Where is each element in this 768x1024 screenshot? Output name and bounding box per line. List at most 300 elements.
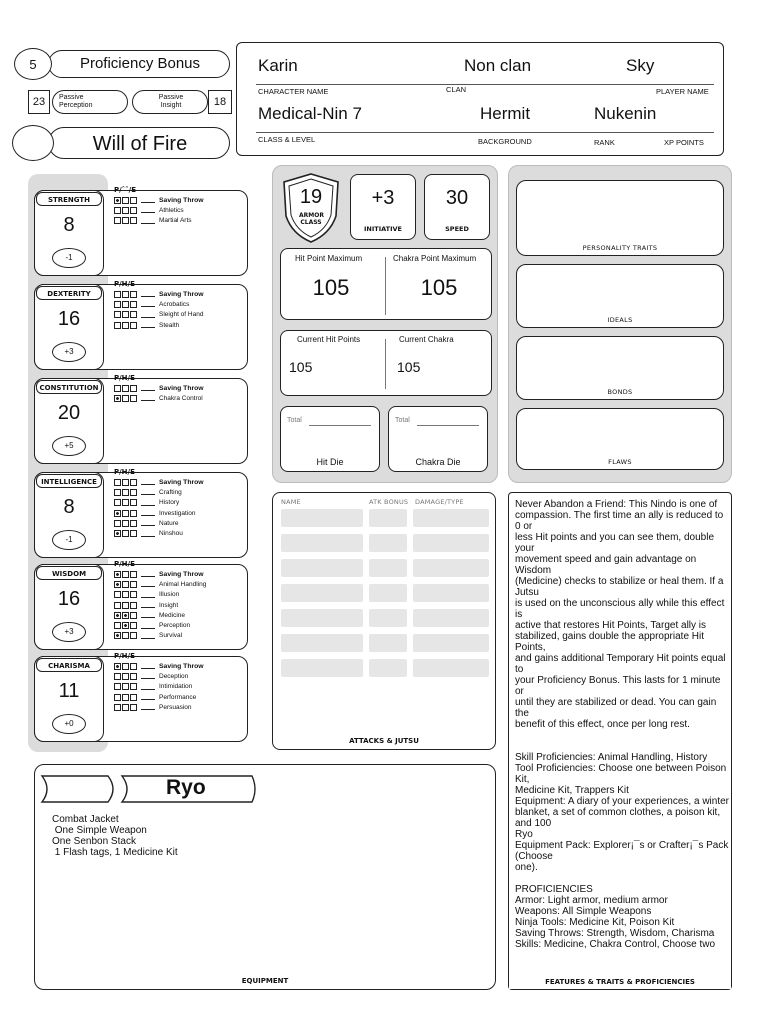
proficiency-checkboxes <box>114 489 137 496</box>
attack-name-field[interactable] <box>281 584 363 602</box>
ability-intelligence <box>34 468 248 558</box>
proficiency-checkbox[interactable] <box>122 612 129 619</box>
skill-row <box>114 195 244 205</box>
proficiency-checkboxes <box>114 197 137 204</box>
proficiency-checkbox[interactable] <box>114 197 121 204</box>
clan-label: CLAN <box>446 85 467 94</box>
skill-label: Medicine <box>159 611 186 619</box>
proficiency-checkboxes <box>114 622 137 629</box>
speed-value: 30 <box>445 187 469 209</box>
proficiency-header: P/H/E <box>114 652 135 660</box>
ideals-box[interactable] <box>516 264 724 328</box>
ability-name: STRENGTH <box>36 192 102 206</box>
skill-bonus-field[interactable] <box>141 623 155 629</box>
header-line-2 <box>256 132 714 133</box>
background-value[interactable]: Hermit <box>480 104 531 123</box>
proficiency-checkboxes <box>114 499 137 506</box>
proficiency-checkbox[interactable] <box>122 673 129 680</box>
proficiency-checkbox[interactable] <box>130 385 137 392</box>
proficiency-bonus-number: 5 <box>29 56 37 72</box>
proficiency-checkbox[interactable] <box>114 663 121 670</box>
proficiency-checkbox[interactable] <box>122 520 129 527</box>
proficiency-checkbox[interactable] <box>130 602 137 609</box>
proficiency-checkboxes <box>114 520 137 527</box>
chakra-current-value[interactable]: 105 <box>397 359 421 375</box>
skill-bonus-field[interactable] <box>141 301 155 307</box>
proficiency-checkbox[interactable] <box>130 217 137 224</box>
armor-class-label: ARMOR CLASS <box>299 212 324 226</box>
personality-traits-box[interactable] <box>516 180 724 256</box>
initiative-value: +3 <box>371 187 395 209</box>
hit-die-total-label: Total <box>287 417 302 424</box>
proficiency-checkbox[interactable] <box>122 663 129 670</box>
skill-label: Ninshou <box>159 530 183 538</box>
flaws-label: FLAWS <box>608 458 632 466</box>
proficiency-checkbox[interactable] <box>114 510 121 517</box>
proficiency-checkbox[interactable] <box>114 602 121 609</box>
attack-name-field[interactable] <box>281 534 363 552</box>
passive-insight-box <box>132 90 208 114</box>
proficiency-bonus-value[interactable] <box>14 48 52 80</box>
skill-row <box>114 320 244 330</box>
skill-label: Crafting <box>159 488 182 496</box>
skill-bonus-field[interactable] <box>141 510 155 516</box>
passive-perception-value[interactable] <box>28 90 50 114</box>
proficiency-checkbox[interactable] <box>114 395 121 402</box>
hp-current-value[interactable]: 105 <box>289 359 313 375</box>
will-of-fire-value[interactable] <box>12 125 54 161</box>
class-level-value[interactable]: Medical-Nin 7 <box>258 104 362 123</box>
features-footer-label: FEATURES & TRAITS & PROFICIENCIES <box>545 978 695 986</box>
proficiency-checkbox[interactable] <box>130 322 137 329</box>
attack-bonus-field[interactable] <box>369 634 407 652</box>
proficiency-checkbox[interactable] <box>122 530 129 537</box>
current-points-divider <box>385 339 386 389</box>
attack-name-field[interactable] <box>281 634 363 652</box>
proficiency-checkbox[interactable] <box>114 291 121 298</box>
skill-bonus-field[interactable] <box>141 592 155 598</box>
proficiency-checkboxes <box>114 704 137 711</box>
proficiency-checkbox[interactable] <box>122 694 129 701</box>
skill-label: Acrobatics <box>159 300 190 308</box>
skill-bonus-field[interactable] <box>141 479 155 485</box>
proficiency-checkbox[interactable] <box>114 217 121 224</box>
skill-label: Saving Throw <box>159 384 204 392</box>
proficiency-checkbox[interactable] <box>130 591 137 598</box>
proficiency-checkbox[interactable] <box>130 612 137 619</box>
skill-row <box>114 205 244 215</box>
proficiency-checkbox[interactable] <box>130 311 137 318</box>
proficiency-checkbox[interactable] <box>114 571 121 578</box>
proficiency-checkbox[interactable] <box>122 479 129 486</box>
proficiency-checkbox[interactable] <box>114 632 121 639</box>
proficiency-checkbox[interactable] <box>130 622 137 629</box>
clan-value[interactable]: Non clan <box>464 56 532 75</box>
skill-row <box>114 682 244 692</box>
skill-bonus-field[interactable] <box>141 612 155 618</box>
hit-die-label: Hit Die <box>316 457 344 467</box>
bonds-label: BONDS <box>607 388 633 396</box>
attack-damage-field[interactable] <box>413 584 489 602</box>
skill-bonus-field[interactable] <box>141 218 155 224</box>
proficiency-checkbox[interactable] <box>122 704 129 711</box>
proficiency-checkbox[interactable] <box>130 663 137 670</box>
proficiency-checkbox[interactable] <box>114 581 121 588</box>
proficiency-checkbox[interactable] <box>130 479 137 486</box>
ability-dexterity <box>34 280 248 370</box>
flaws-box[interactable] <box>516 408 724 470</box>
proficiency-checkbox[interactable] <box>122 301 129 308</box>
skill-row <box>114 310 244 320</box>
proficiency-checkbox[interactable] <box>130 530 137 537</box>
attack-damage-field[interactable] <box>413 659 489 677</box>
skill-bonus-field[interactable] <box>141 633 155 639</box>
skill-row <box>114 477 244 487</box>
attack-bonus-field[interactable] <box>369 559 407 577</box>
proficiency-checkbox[interactable] <box>122 217 129 224</box>
proficiency-checkbox[interactable] <box>130 571 137 578</box>
skill-bonus-field[interactable] <box>141 312 155 318</box>
skill-list <box>114 560 244 641</box>
proficiency-checkboxes <box>114 602 137 609</box>
proficiency-checkbox[interactable] <box>122 311 129 318</box>
proficiency-checkboxes <box>114 581 137 588</box>
ability-modifier[interactable]: +3 <box>52 342 86 362</box>
header-line-1 <box>256 84 714 85</box>
character-name-value[interactable]: Karin <box>258 56 298 75</box>
xp-points-label: XP POINTS <box>664 138 704 147</box>
armor-class-value: 19 <box>299 186 323 208</box>
proficiency-checkbox[interactable] <box>122 385 129 392</box>
ability-name: CHARISMA <box>36 658 102 672</box>
skill-row <box>114 498 244 508</box>
attack-damage-field[interactable] <box>413 559 489 577</box>
speed-box[interactable] <box>424 174 490 240</box>
skill-label: Survival <box>159 632 183 640</box>
hp-max-value[interactable]: 105 <box>312 275 350 300</box>
proficiency-checkbox[interactable] <box>122 591 129 598</box>
skill-label: Nature <box>159 519 179 527</box>
attacks-footer-label: ATTACKS & JUTSU <box>349 737 419 745</box>
proficiency-checkbox[interactable] <box>130 499 137 506</box>
proficiency-checkbox[interactable] <box>122 510 129 517</box>
proficiency-checkboxes <box>114 663 137 670</box>
attack-name-field[interactable] <box>281 609 363 627</box>
ability-score[interactable]: 8 <box>63 214 75 236</box>
background-label: BACKGROUND <box>478 137 532 146</box>
attack-bonus-header: ATK BONUS <box>369 498 409 506</box>
skill-row <box>114 569 244 579</box>
skill-bonus-field[interactable] <box>141 673 155 679</box>
proficiency-checkbox[interactable] <box>122 622 129 629</box>
proficiency-checkbox[interactable] <box>122 207 129 214</box>
skill-bonus-field[interactable] <box>141 663 155 669</box>
ryo-label: Ryo <box>166 776 206 799</box>
skill-list <box>114 468 244 539</box>
proficiency-checkbox[interactable] <box>114 520 121 527</box>
skill-row <box>114 579 244 589</box>
skill-row <box>114 289 244 299</box>
proficiency-checkbox[interactable] <box>122 499 129 506</box>
attack-damage-field[interactable] <box>413 634 489 652</box>
skill-label: Investigation <box>159 509 196 517</box>
passive-perception-number: 23 <box>32 96 46 108</box>
armor-class-shield[interactable] <box>280 172 342 244</box>
ability-score[interactable]: 11 <box>58 680 80 702</box>
proficiency-checkbox[interactable] <box>130 395 137 402</box>
skill-list <box>114 280 244 330</box>
proficiency-checkbox[interactable] <box>114 489 121 496</box>
proficiency-header: P/H/E <box>114 374 135 382</box>
proficiency-checkbox[interactable] <box>122 602 129 609</box>
skill-bonus-field[interactable] <box>141 684 155 690</box>
skill-bonus-field[interactable] <box>141 385 155 391</box>
skill-label: Deception <box>159 672 189 680</box>
proficiency-checkbox[interactable] <box>114 622 121 629</box>
proficiency-checkbox[interactable] <box>122 683 129 690</box>
passive-insight-number: 18 <box>213 96 227 108</box>
proficiency-checkbox[interactable] <box>114 301 121 308</box>
proficiency-checkboxes <box>114 591 137 598</box>
ability-score[interactable]: 8 <box>63 496 75 518</box>
proficiency-checkbox[interactable] <box>122 197 129 204</box>
ability-modifier[interactable]: +3 <box>52 622 86 642</box>
skill-label: History <box>159 499 180 507</box>
skill-row <box>114 600 244 610</box>
skill-label: Martial Arts <box>159 217 192 225</box>
chakra-current-label: Current Chakra <box>399 335 454 344</box>
passive-perception-box <box>52 90 128 114</box>
skill-list <box>114 186 244 226</box>
skill-label: Chakra Control <box>159 394 203 402</box>
chakra-die-box[interactable] <box>388 406 488 472</box>
proficiency-checkboxes <box>114 322 137 329</box>
proficiency-checkbox[interactable] <box>130 704 137 711</box>
proficiency-checkbox[interactable] <box>130 510 137 517</box>
attack-damage-field[interactable] <box>413 609 489 627</box>
skill-bonus-field[interactable] <box>141 520 155 526</box>
proficiency-checkboxes <box>114 217 137 224</box>
skill-label: Animal Handling <box>159 580 207 588</box>
proficiency-checkbox[interactable] <box>114 530 121 537</box>
skill-label: Saving Throw <box>159 196 204 204</box>
attack-name-field[interactable] <box>281 559 363 577</box>
skill-label: Saving Throw <box>159 290 204 298</box>
ability-modifier[interactable]: -1 <box>52 530 86 550</box>
proficiency-header: P/H/E <box>114 280 135 288</box>
skill-row <box>114 631 244 641</box>
proficiency-checkbox[interactable] <box>130 694 137 701</box>
skill-label: Performance <box>159 693 197 701</box>
proficiency-checkboxes <box>114 683 137 690</box>
skill-row <box>114 702 244 712</box>
skill-row <box>114 692 244 702</box>
skill-label: Persuasion <box>159 703 192 711</box>
proficiency-checkbox[interactable] <box>114 704 121 711</box>
attack-damage-field[interactable] <box>413 534 489 552</box>
ability-name: DEXTERITY <box>36 286 102 300</box>
ability-name: WISDOM <box>36 566 102 580</box>
initiative-label: INITIATIVE <box>364 225 402 233</box>
will-of-fire-label: Will of Fire <box>92 133 188 155</box>
attack-damage-header: DAMAGE/TYPE <box>415 498 464 506</box>
attack-bonus-field[interactable] <box>369 534 407 552</box>
skill-list <box>114 652 244 712</box>
skill-bonus-field[interactable] <box>141 602 155 608</box>
attack-bonus-field[interactable] <box>369 609 407 627</box>
ability-modifier[interactable]: +5 <box>52 436 86 456</box>
chakra-die-total-label: Total <box>395 417 410 424</box>
bonds-box[interactable] <box>516 336 724 400</box>
proficiency-checkboxes <box>114 207 137 214</box>
proficiency-checkbox[interactable] <box>114 683 121 690</box>
proficiency-checkbox[interactable] <box>130 683 137 690</box>
proficiency-checkbox[interactable] <box>130 632 137 639</box>
proficiency-checkbox[interactable] <box>122 489 129 496</box>
passive-insight-value[interactable] <box>208 90 232 114</box>
proficiency-checkbox[interactable] <box>114 311 121 318</box>
speed-label: SPEED <box>445 225 469 233</box>
proficiency-checkbox[interactable] <box>130 291 137 298</box>
skill-row <box>114 661 244 671</box>
proficiency-checkbox[interactable] <box>122 291 129 298</box>
skill-label: Saving Throw <box>159 662 204 670</box>
skill-bonus-field[interactable] <box>141 581 155 587</box>
attack-bonus-field[interactable] <box>369 584 407 602</box>
max-points-divider <box>385 257 386 315</box>
chakra-max-value[interactable]: 105 <box>420 275 458 300</box>
rank-value[interactable]: Nukenin <box>594 104 657 123</box>
chakra-max-label: Chakra Point Maximum <box>393 254 477 263</box>
proficiency-checkbox[interactable] <box>114 479 121 486</box>
player-name-label: PLAYER NAME <box>656 87 709 96</box>
skill-row <box>114 299 244 309</box>
proficiency-checkboxes <box>114 571 137 578</box>
skill-bonus-field[interactable] <box>141 531 155 537</box>
hit-die-total-line <box>309 425 371 426</box>
player-name-value[interactable]: Sky <box>626 56 655 75</box>
skill-bonus-field[interactable] <box>141 704 155 710</box>
proficiency-checkboxes <box>114 395 137 402</box>
proficiency-checkbox[interactable] <box>122 395 129 402</box>
ability-modifier[interactable]: +0 <box>52 714 86 734</box>
proficiency-checkbox[interactable] <box>130 207 137 214</box>
equipment-text[interactable]: Combat Jacket One Simple Weapon One Senbon Stack 1 Flash tags, 1 Medicine Kit <box>52 814 178 858</box>
skill-label: Stealth <box>159 321 180 329</box>
proficiency-checkbox[interactable] <box>114 612 121 619</box>
features-text[interactable]: Never Abandon a Friend: This Nindo is one of compassion. The first time an ally is reduced to 0 or less Hit points and you can see them, double your movement speed and gain advantage on Wisdom (Medicine) checks to stabilize or heal them. If a Jutsu is used on the unconscious ally while this effect is active that restores Hit Points, Target ally is stabilized, gains double the appropriate Hit Points, and gains additional Temporary Hit points equal to your Proficiency Bonus. This lasts for 1 minute or until they are stabilized or dead. You can gain the benefit of this effect, once per long rest. Skill Proficiencies: Animal Handling, History Tool Proficiencies: Choose one between Poison Kit, Medicine Kit, Trappers Kit Equipment: A diary of your experiences, a winter blanket, a set of common clothes, a poison kit, and 100 Ryo Equipment Pack: Explorer¡¯s or Crafter¡¯s Pack (Choose one). PROFICIENCIES Armor: Light armor, medium armor Weapons: All Simple Weapons Ninja Tools: Medicine Kit, Poison Kit Saving Throws: Strength, Wisdom, Charisma Skills: Medicine, Chakra Control, Choose two <box>515 499 730 950</box>
proficiency-checkbox[interactable] <box>130 673 137 680</box>
skill-row <box>114 590 244 600</box>
skill-label: Saving Throw <box>159 570 204 578</box>
proficiency-checkbox[interactable] <box>114 385 121 392</box>
max-points-box <box>280 248 492 320</box>
proficiency-checkbox[interactable] <box>114 673 121 680</box>
skill-bonus-field[interactable] <box>141 500 155 506</box>
ability-name: CONSTITUTION <box>36 380 102 394</box>
proficiency-checkbox[interactable] <box>122 571 129 578</box>
skill-row <box>114 620 244 630</box>
skill-bonus-field[interactable] <box>141 207 155 213</box>
proficiency-checkboxes <box>114 673 137 680</box>
proficiency-checkboxes <box>114 291 137 298</box>
proficiency-checkboxes <box>114 530 137 537</box>
skill-bonus-field[interactable] <box>141 571 155 577</box>
proficiency-bonus-box <box>48 50 230 78</box>
attack-name-field[interactable] <box>281 659 363 677</box>
passive-perception-label: Passive Perception <box>59 94 93 109</box>
class-level-label: CLASS & LEVEL <box>258 135 316 144</box>
initiative-box[interactable] <box>350 174 416 240</box>
skill-row <box>114 518 244 528</box>
proficiency-checkbox[interactable] <box>122 322 129 329</box>
proficiency-checkbox[interactable] <box>130 520 137 527</box>
skill-bonus-field[interactable] <box>141 197 155 203</box>
skill-row <box>114 528 244 538</box>
skill-label: Sleight of Hand <box>159 311 204 319</box>
skill-label: Saving Throw <box>159 478 204 486</box>
hp-current-label: Current Hit Points <box>297 335 361 344</box>
ability-score[interactable]: 16 <box>57 588 81 610</box>
skill-bonus-field[interactable] <box>141 694 155 700</box>
proficiency-checkbox[interactable] <box>122 581 129 588</box>
skill-row <box>114 487 244 497</box>
proficiency-checkboxes <box>114 301 137 308</box>
attack-bonus-field[interactable] <box>369 659 407 677</box>
proficiency-checkbox[interactable] <box>122 632 129 639</box>
proficiency-checkbox[interactable] <box>114 322 121 329</box>
hit-die-box[interactable] <box>280 406 380 472</box>
skill-row <box>114 671 244 681</box>
skill-row <box>114 610 244 620</box>
skill-bonus-field[interactable] <box>141 322 155 328</box>
attack-name-field[interactable] <box>281 509 363 527</box>
proficiency-checkboxes <box>114 479 137 486</box>
ability-strength <box>34 186 248 276</box>
proficiency-checkbox[interactable] <box>130 301 137 308</box>
proficiency-checkboxes <box>114 385 137 392</box>
skill-list <box>114 374 244 404</box>
personality-traits-label: PERSONALITY TRAITS <box>582 244 658 252</box>
attack-damage-field[interactable] <box>413 509 489 527</box>
ability-name: INTELLIGENCE <box>36 474 102 488</box>
proficiency-checkbox[interactable] <box>114 591 121 598</box>
proficiency-checkbox[interactable] <box>130 581 137 588</box>
skill-row <box>114 216 244 226</box>
current-points-box <box>280 330 492 396</box>
attack-bonus-field[interactable] <box>369 509 407 527</box>
skill-row <box>114 393 244 403</box>
skill-bonus-field[interactable] <box>141 489 155 495</box>
proficiency-checkbox[interactable] <box>114 694 121 701</box>
skill-bonus-field[interactable] <box>141 395 155 401</box>
skill-bonus-field[interactable] <box>141 291 155 297</box>
chakra-die-total-line <box>417 425 479 426</box>
proficiency-checkbox[interactable] <box>130 489 137 496</box>
ability-score[interactable]: 20 <box>57 402 81 424</box>
proficiency-checkboxes <box>114 694 137 701</box>
ability-constitution <box>34 374 248 464</box>
skill-label: Illusion <box>159 591 180 599</box>
proficiency-checkbox[interactable] <box>114 499 121 506</box>
will-of-fire-box <box>48 127 230 159</box>
proficiency-checkbox[interactable] <box>130 197 137 204</box>
skill-label: Perception <box>159 622 191 630</box>
character-name-label: CHARACTER NAME <box>258 87 329 96</box>
ability-score[interactable]: 16 <box>57 308 81 330</box>
proficiency-checkbox[interactable] <box>114 207 121 214</box>
ability-modifier[interactable]: -1 <box>52 248 86 268</box>
